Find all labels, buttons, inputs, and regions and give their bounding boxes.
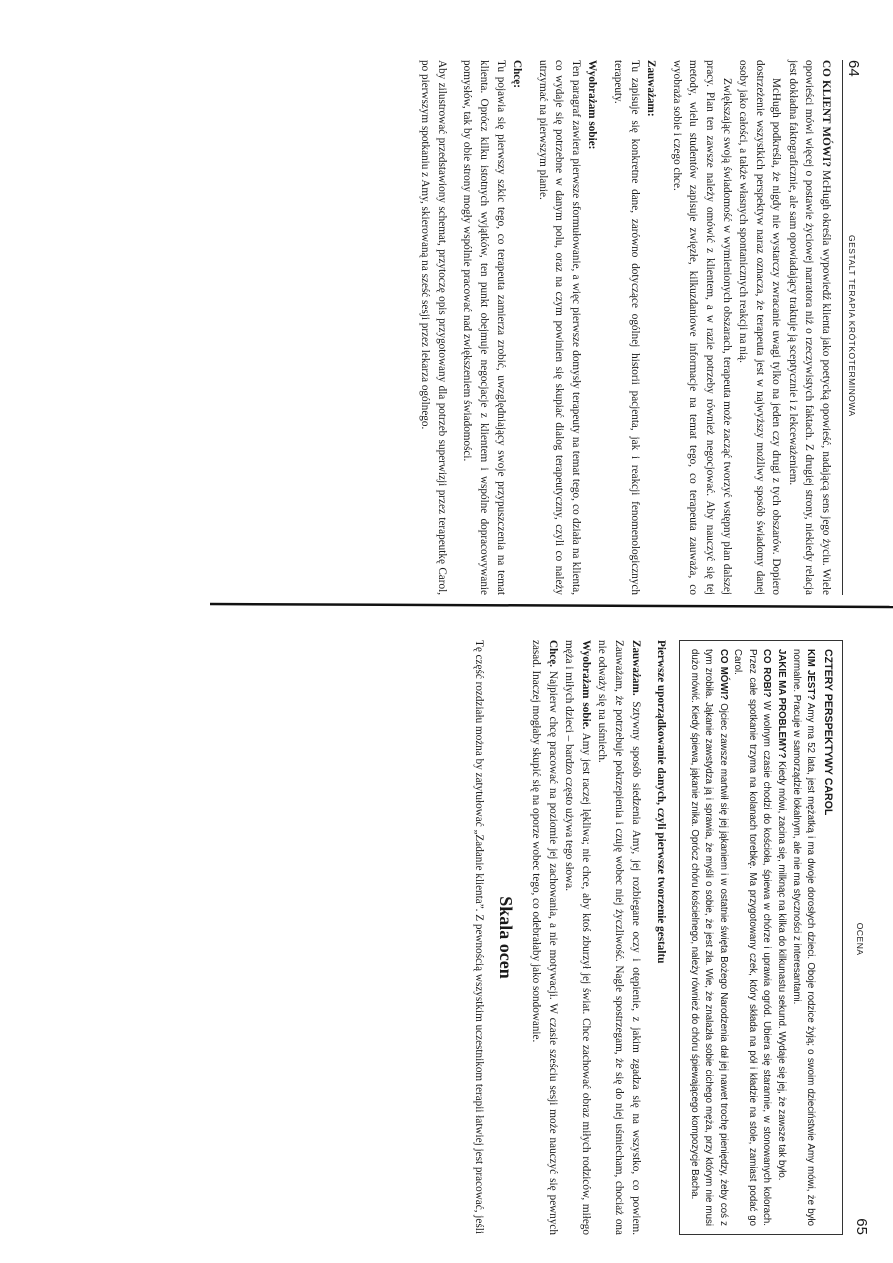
page-65 <box>60 640 870 1235</box>
box-text: Ojciec zawsze martwił się jej jąkaniem i w ostatnie święta Bożego Narodzenia dał jej nawet trochę pieniędzy, żeby coś z tym zrobiła. Jąkanie zawstydza ją i sprawia, że myśli o sobie, że jest zła. Wie, że znalazła sobie cichego męża, przy którym nie musi dużo mówić. Kiedy śpiewa, jąkanie znika. Oprócz chóru kościelnego, należy również do chóru śpiewającego kompozycje Bacha. <box>688 649 729 1226</box>
box-text: Amy ma 52 lata, jest mężatką i ma dwoje dorosłych dzieci. Oboje rodzice żyją; o swoim dzieciństwie Amy mówi, że było normalne. Pracuje w samorządzie lokalnym, ale nie ma styczności z interesantami. <box>790 649 817 1226</box>
paragraph <box>561 640 594 1235</box>
box-label: JAKIE MA PROBLEMY? <box>776 649 788 759</box>
paragraph-lead: CO KLIENT MÓWI? <box>820 60 832 167</box>
paragraph-lead: Wyobrażam sobie. <box>579 640 592 730</box>
paragraph <box>784 60 834 595</box>
paragraph-text: Sztywny sposób siedzenia Amy, jej rozbiegane oczy i otępienie, z jakim zgadza się na wszystko, co powiem. Zauważam, że potrzebuje pokrzepienia i czuję wobec niej życzliwość. Nagle spostrzegam, że się do niej uśmiecham, chociaż ona nie odważy się na uśmiech. <box>596 640 642 1235</box>
subheading: Zauważam: <box>645 60 658 117</box>
paragraph-lead: Zauważam. <box>629 640 642 696</box>
page-64 <box>62 60 862 595</box>
page-number: 64 <box>845 60 862 77</box>
section-heading: Skala ocen <box>495 896 516 979</box>
paragraph: Tę część rozdziału można by zatytułować „Zadanie klienta”. Z pewnością wszystkim uczestnikom terapii łatwiej jest pracować, jeśli <box>472 640 485 1234</box>
page-header <box>842 60 862 595</box>
box-item <box>730 649 774 1226</box>
paragraph: Aby zilustrować przedstawiony schemat, przytoczę opis przygotowany dla potrzeb superwizji przez terapeutkę Carol, po pierwszym spotkaniu z Amy, skierowaną na sześć sesji przez lekarza ogólnego. <box>419 60 448 595</box>
box-item <box>788 649 817 1226</box>
paragraph: McHugh podkreśla, że nigdy nie wystarczy zwracanie uwagi tylko na jeden czy drugi z tych obszarów. Dopiero dostrzeżenie wszystkich perspektyw naraz oznacza, że terapeuta jest w najwyższy możliwy sposób świadomy danej osoby jako całości, a także własnych spontanicznych reakcji na nią. <box>737 60 783 595</box>
paragraph: Ten paragraf zawiera pierwsze sformułowanie, a więc pierwsze domysły terapeuty na temat tego, co działa na klienta, co wydaje się potrzebne w danym polu, oraz na czym powinien się skupiać dialog terapeutyczny, czyli co należy utrzymać na pierwszym planie. <box>536 60 582 595</box>
box-text: Kiedy mówi, zacina się, milknąc na kilka do kilkunastu sekund. Wydaje się jej, że zawsze tak było. <box>776 758 788 1181</box>
box-title: CZTERY PERSPEKTYWY CAROL <box>822 649 834 816</box>
subheading: Wyobrażam sobie: <box>586 60 599 150</box>
case-box <box>679 640 843 1235</box>
paragraph <box>594 640 644 1235</box>
paragraph-text: McHugh określa wypowiedź klienta jako poetycką opowieść, nadającą sens jego życiu. Wiele opowieści mówi więcej o postawie życiowej narratora niż o rzeczywistych faktach. Z drugiej strony, niekiedy relacja jest dokładna faktograficznie, ale sam opowiadający traktuje ją sceptycznie i z lekceważeniem. <box>786 60 832 595</box>
paragraph: Tu zapisuje się konkretne dane, zarówno dotyczące ogólnej historii pacjenta, jak i reakcji fenomenologicznych terapeuty. <box>612 60 641 595</box>
running-head: GESTALT TERAPIA KRÓTKOTERMINOWA <box>847 234 857 417</box>
box-label: CO ROBI? <box>761 649 773 698</box>
paragraph-lead: Chcę. <box>546 640 559 668</box>
paragraph-text: Najpierw chcę pracować na poziomie jej zachowania, a nie motywacji. W czasie sześciu sesji może nauczyć się pewnych zasad. Inaczej mogłaby skupić się na oporze wobec tego, co odebrałaby jako sondowanie. <box>530 640 559 1235</box>
paragraph: Zwiększając swoją świadomość w wymienionych obszarach, terapeuta może zacząć tworzyć wstępny plan dalszej pracy. Plan ten zawsze należy omówić z klientem, a w razie potrzeby również negocjować. Aby nauczyć się tej metody, wielu studentów zapisuje zwięzłe, kilkuzdaniowe informacje na temat tego, co terapeuta zauważa, co wyobraża sobie i czego chce. <box>670 60 733 595</box>
running-head: OCENA <box>855 922 865 956</box>
box-label: KIM JEST? <box>805 649 817 701</box>
paragraph: Tu pojawia się pierwszy szkic tego, co terapeuta zamierza zrobić, uwzględniający swoje przypuszczenia na temat klienta. Oprócz kilku istotnych wyjątków, ten punkt obejmuje negocjacje z klientem i wspólne dopracowywanie pomysłów, tak by obie strony mogły wspólnie pracować nad zwiększeniem świadomości. <box>461 60 507 595</box>
box-item <box>686 649 730 1226</box>
box-label: CO MÓWI? <box>717 649 729 701</box>
section-title: Pierwsze uporządkowanie danych, czyli pierwsze tworzenie gestaltu <box>655 640 668 964</box>
box-item <box>773 649 788 1226</box>
subheading: Chcę: <box>511 60 524 88</box>
paragraph-text: Amy jest raczej lękliwa; nie chce, aby ktoś zburzył jej świat. Chce zachować obraz miłych rodziców, miłego męża i miłych dzieci – bardzo często używa tego słowa. <box>563 640 592 1235</box>
page-header <box>851 640 870 1235</box>
paragraph <box>528 640 561 1235</box>
box-text: W wolnym czasie chodzi do kościoła, śpiewa w chórze i uprawia ogród. Ubiera się starannie, w stonowanych kolorach. Przez całe spotkanie trzyma na kolanach torebkę. Ma przygotowany czek, który składa na pół i kładzie na stole, zamiast podać go Carol. <box>732 649 773 1226</box>
page-number: 65 <box>853 1218 870 1235</box>
